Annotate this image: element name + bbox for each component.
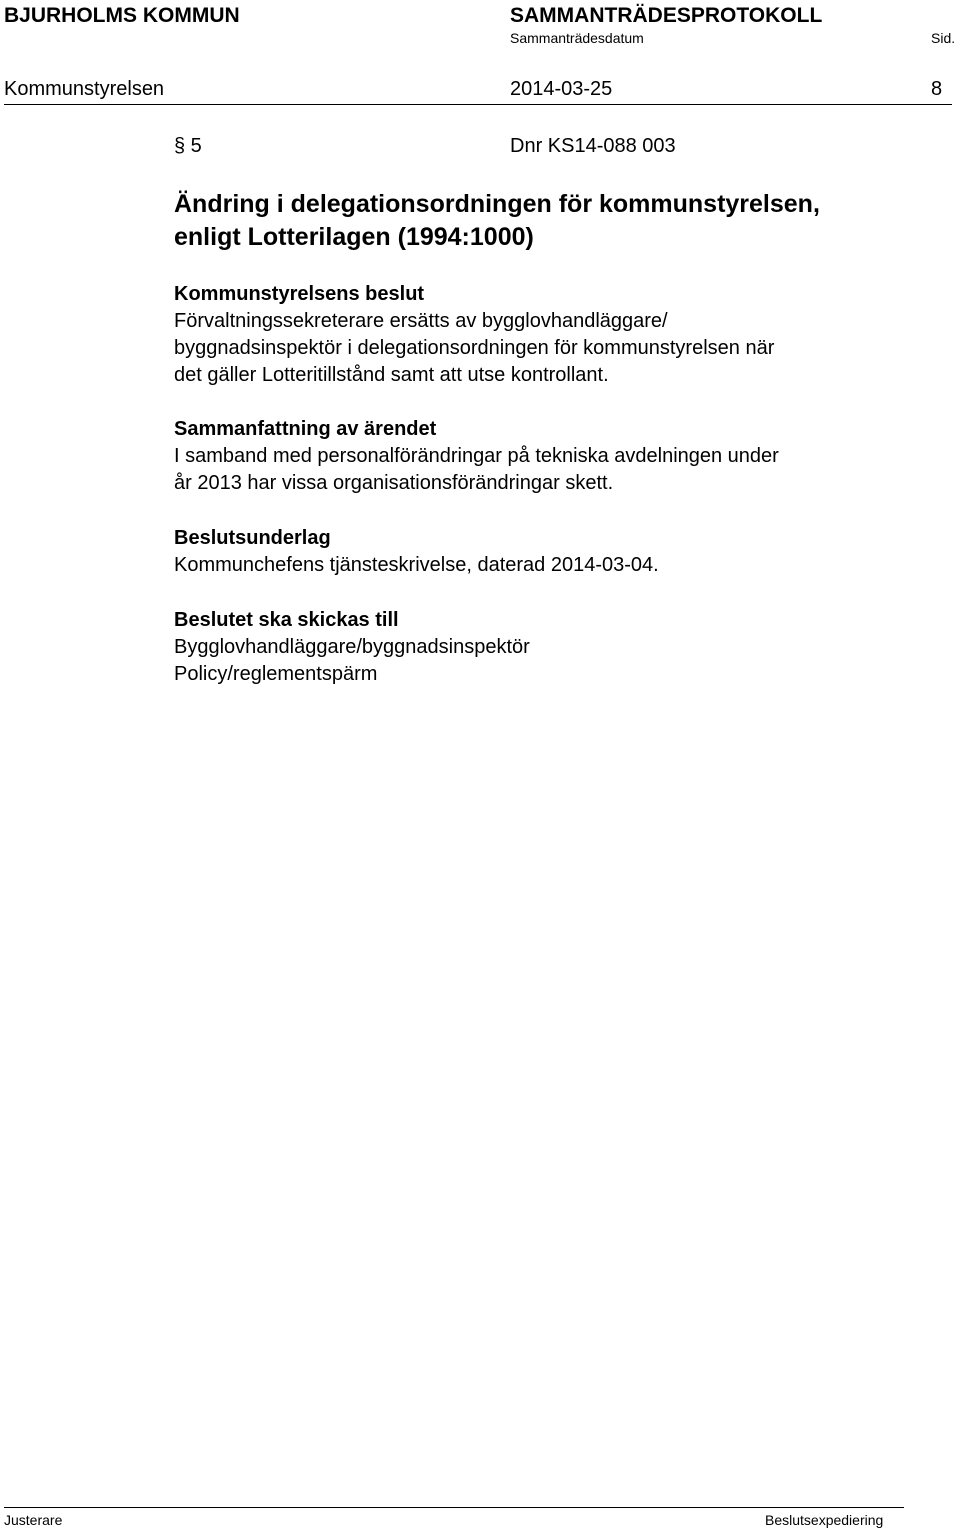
section-text-line: Policy/reglementspärm <box>174 663 378 685</box>
section-heading: Beslutsunderlag <box>174 527 331 549</box>
section-heading: Beslutet ska skickas till <box>174 609 399 631</box>
paragraph-number: § 5 <box>174 135 202 157</box>
committee-name: Kommunstyrelsen <box>4 78 165 100</box>
section-text-line: I samband med personalförändringar på tekniska avdelningen under <box>174 445 779 467</box>
section-text-line: Kommunchefens tjänsteskrivelse, daterad 2014-03-04. <box>174 554 659 576</box>
section-text-line: Förvaltningssekreterare ersätts av bygglovhandläggare/ <box>174 310 668 332</box>
section-text-line: det gäller Lotteritillstånd samt att utse kontrollant. <box>174 364 609 386</box>
section-summary <box>174 416 914 497</box>
diary-number: Dnr KS14-088 003 <box>510 135 676 157</box>
meeting-date: 2014-03-25 <box>510 78 613 100</box>
footer-divider <box>4 1507 904 1508</box>
page-number: 8 <box>931 78 943 100</box>
header-divider <box>4 104 952 105</box>
document-type: SAMMANTRÄDESPROTOKOLL <box>510 4 823 27</box>
page-label: Sid. <box>931 30 956 46</box>
section-text-line: år 2013 har vissa organisationsförändringar skett. <box>174 472 614 494</box>
item-title <box>174 188 914 254</box>
section-heading: Sammanfattning av ärendet <box>174 418 437 440</box>
dispatch-label: Beslutsexpediering <box>765 1512 884 1528</box>
section-basis <box>174 525 914 579</box>
section-decision <box>174 281 914 389</box>
adjuster-label: Justerare <box>4 1512 63 1528</box>
section-text-line: byggnadsinspektör i delegationsordningen för kommunstyrelsen när <box>174 337 775 359</box>
section-text-line: Bygglovhandläggare/byggnadsinspektör <box>174 636 530 658</box>
organization-name: BJURHOLMS KOMMUN <box>4 4 240 27</box>
section-heading: Kommunstyrelsens beslut <box>174 283 425 305</box>
meeting-date-label: Sammanträdesdatum <box>510 30 644 46</box>
section-recipients <box>174 607 914 688</box>
item-title-line: Ändring i delegationsordningen för kommunstyrelsen, <box>174 190 820 218</box>
item-title-line: enligt Lotterilagen (1994:1000) <box>174 223 534 251</box>
